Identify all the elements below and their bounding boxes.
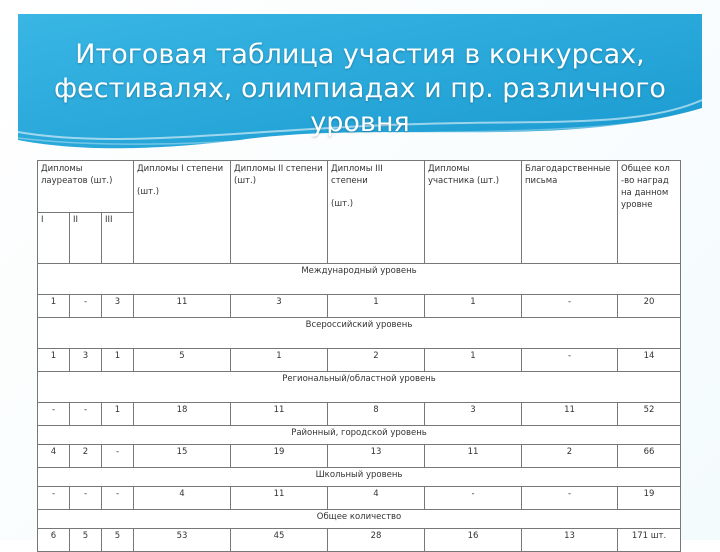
header-deg1-unit: (шт.) bbox=[137, 187, 160, 197]
table-cell: 5 bbox=[70, 529, 102, 552]
table-cell: - bbox=[522, 349, 618, 372]
table-cell: 11 bbox=[134, 295, 231, 318]
table-row bbox=[38, 295, 681, 318]
table-cell: 1 bbox=[425, 295, 522, 318]
awards-table bbox=[37, 160, 681, 552]
table-cell: 28 bbox=[328, 529, 425, 552]
level-band-row bbox=[38, 318, 681, 349]
table-cell: - bbox=[70, 295, 102, 318]
level-label: Всероссийский уровень bbox=[38, 318, 681, 349]
header-deg2: Дипломы II степени (шт.) bbox=[231, 161, 328, 264]
level-label: Школьный уровень bbox=[38, 468, 681, 487]
header-roman-3: III bbox=[102, 213, 134, 264]
header-deg3-unit: (шт.) bbox=[331, 199, 354, 209]
level-band-row bbox=[38, 426, 681, 445]
table-cell: 1 bbox=[102, 403, 134, 426]
table-cell: 11 bbox=[231, 487, 328, 510]
header-deg1-label: Дипломы I степени bbox=[137, 164, 224, 174]
table-cell: 1 bbox=[38, 295, 70, 318]
header-laureates: Дипломы лауреатов (шт.) bbox=[38, 161, 134, 213]
header-letters: Благодарственные письма bbox=[522, 161, 618, 264]
table-cell: 3 bbox=[425, 403, 522, 426]
table-cell: 6 bbox=[38, 529, 70, 552]
header-participant: Дипломы участника (шт.) bbox=[425, 161, 522, 264]
table-cell: - bbox=[70, 487, 102, 510]
level-label: Районный, городской уровень bbox=[38, 426, 681, 445]
header-row bbox=[38, 161, 681, 213]
level-label: Международный уровень bbox=[38, 264, 681, 295]
header-roman-2: II bbox=[70, 213, 102, 264]
table-cell: 66 bbox=[618, 445, 681, 468]
table-cell: 5 bbox=[134, 349, 231, 372]
table-cell: 2 bbox=[70, 445, 102, 468]
table-cell: - bbox=[522, 295, 618, 318]
table-row bbox=[38, 487, 681, 510]
table-cell: 5 bbox=[102, 529, 134, 552]
table-cell: - bbox=[102, 487, 134, 510]
table-cell: - bbox=[38, 403, 70, 426]
table-cell: 4 bbox=[38, 445, 70, 468]
table-cell: 19 bbox=[618, 487, 681, 510]
table-cell: 13 bbox=[328, 445, 425, 468]
table-row bbox=[38, 445, 681, 468]
table-row bbox=[38, 349, 681, 372]
table-cell: 15 bbox=[134, 445, 231, 468]
table-cell: 171 шт. bbox=[618, 529, 681, 552]
table-cell: 1 bbox=[425, 349, 522, 372]
table-cell: - bbox=[522, 487, 618, 510]
level-label: Общее количество bbox=[38, 510, 681, 529]
table-cell: - bbox=[70, 403, 102, 426]
table-cell: 11 bbox=[522, 403, 618, 426]
table-cell: 1 bbox=[328, 295, 425, 318]
table-cell: 3 bbox=[231, 295, 328, 318]
level-band-row bbox=[38, 372, 681, 403]
page-title: Итоговая таблица участия в конкурсах, фестивалях, олимпиадах и пр. различного уровня bbox=[54, 39, 666, 138]
levels-body bbox=[38, 264, 681, 552]
table-cell: 4 bbox=[134, 487, 231, 510]
table-cell: 2 bbox=[328, 349, 425, 372]
table-cell: 3 bbox=[70, 349, 102, 372]
table-row bbox=[38, 529, 681, 552]
table-cell: - bbox=[38, 487, 70, 510]
level-band-row bbox=[38, 510, 681, 529]
level-label: Региональный/областной уровень bbox=[38, 372, 681, 403]
table-row bbox=[38, 403, 681, 426]
table-cell: 4 bbox=[328, 487, 425, 510]
table-cell: 53 bbox=[134, 529, 231, 552]
table-cell: 2 bbox=[522, 445, 618, 468]
table-cell: 13 bbox=[522, 529, 618, 552]
table-cell: 19 bbox=[231, 445, 328, 468]
table-cell: 3 bbox=[102, 295, 134, 318]
table-cell: 20 bbox=[618, 295, 681, 318]
level-band-row bbox=[38, 264, 681, 295]
header-deg1 bbox=[134, 161, 231, 264]
table-cell: 45 bbox=[231, 529, 328, 552]
header-deg3 bbox=[328, 161, 425, 264]
header-roman-1: I bbox=[38, 213, 70, 264]
table-cell: 11 bbox=[231, 403, 328, 426]
table-cell: 1 bbox=[102, 349, 134, 372]
header-deg3-label: Дипломы III степени bbox=[331, 164, 383, 186]
table-cell: 1 bbox=[231, 349, 328, 372]
table-cell: 18 bbox=[134, 403, 231, 426]
table-cell: - bbox=[102, 445, 134, 468]
header-total: Общее кол -во наград на данном уровне bbox=[618, 161, 681, 264]
table-cell: - bbox=[425, 487, 522, 510]
table-cell: 52 bbox=[618, 403, 681, 426]
table-cell: 1 bbox=[38, 349, 70, 372]
table-cell: 11 bbox=[425, 445, 522, 468]
table-cell: 14 bbox=[618, 349, 681, 372]
level-band-row bbox=[38, 468, 681, 487]
table-cell: 16 bbox=[425, 529, 522, 552]
table-cell: 8 bbox=[328, 403, 425, 426]
